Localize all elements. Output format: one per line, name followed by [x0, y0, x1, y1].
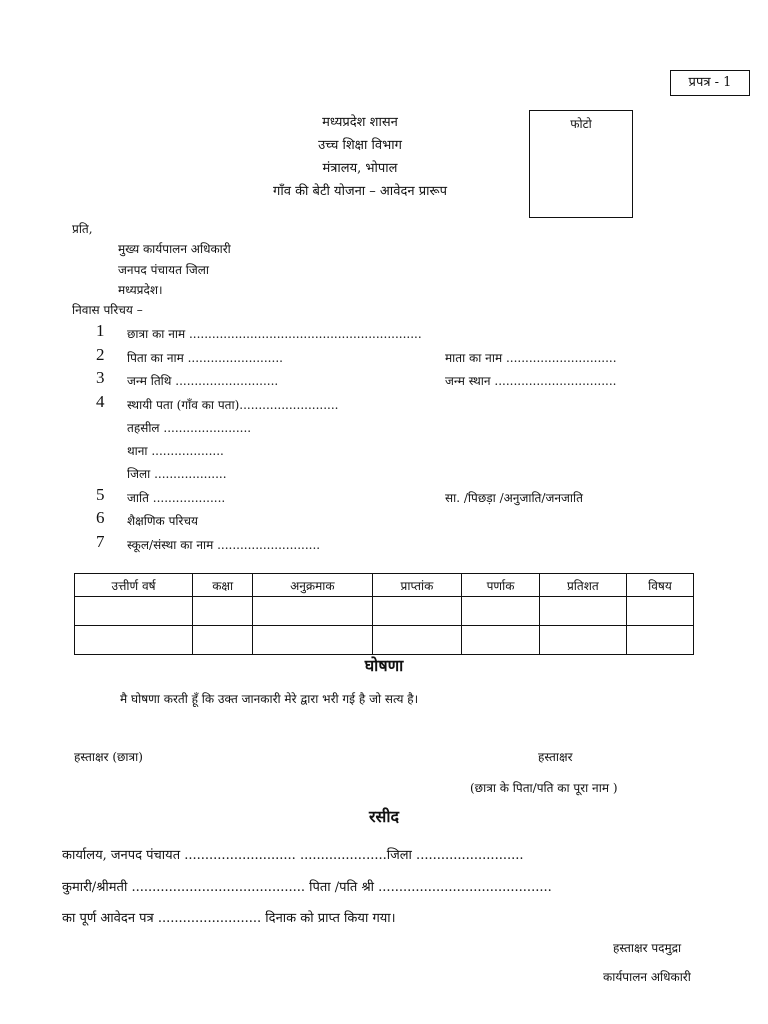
- table-cell: [372, 597, 462, 626]
- education-table: [74, 573, 694, 655]
- receipt-officer-label: कार्यपालन अधिकारी: [603, 970, 691, 984]
- table-cell: [253, 626, 372, 655]
- declaration-title: घोषणा: [364, 656, 404, 675]
- table-header: कक्षा: [193, 574, 253, 597]
- to-line-3: मध्यप्रदेश।: [118, 283, 163, 297]
- table-cell: [253, 597, 372, 626]
- caste-category-options: सा. /पिछड़ा /अनुजाति/जनजाति: [445, 491, 583, 505]
- header-line-3: मंत्रालय, भोपाल: [322, 161, 398, 176]
- birth-place-field: जन्म स्थान ................................: [445, 374, 617, 388]
- receipt-signature-seal: हस्ताक्षर पदमुद्रा: [613, 941, 682, 955]
- table-cell: [75, 626, 193, 655]
- birth-date-field: जन्म तिथि ...........................: [127, 374, 279, 388]
- declaration-text: मै घोषणा करती हूँ कि उक्त जानकारी मेरे द्वारा भरी गई है जो सत्य है।: [120, 692, 419, 706]
- photo-label: फोटो: [570, 117, 592, 131]
- to-line-2: जनपद पंचायत जिला: [118, 263, 209, 277]
- header-line-1: मध्यप्रदेश शासन: [322, 115, 398, 130]
- item-number-3: 3: [96, 368, 105, 387]
- table-header: उत्तीर्ण वर्ष: [75, 574, 193, 597]
- father-signature-label: हस्ताक्षर: [538, 750, 573, 764]
- table-row: [75, 626, 694, 655]
- student-signature-label: हस्ताक्षर (छात्रा): [74, 750, 143, 764]
- receipt-office-line: कार्यालय, जनपद पंचायत ........................... .....................जिला ..........................: [62, 848, 524, 863]
- item-number-1: 1: [96, 321, 105, 340]
- header-line-2: उच्च शिक्षा विभाग: [318, 138, 402, 153]
- table-header: पर्णाक: [462, 574, 539, 597]
- item-number-4: 4: [96, 392, 105, 411]
- item-number-5: 5: [96, 485, 105, 504]
- father-full-name-label: (छात्रा के पिता/पति का पूरा नाम ): [470, 781, 618, 795]
- table-header: प्रतिशत: [539, 574, 626, 597]
- table-header: विषय: [626, 574, 693, 597]
- table-cell: [462, 626, 539, 655]
- table-cell: [539, 626, 626, 655]
- table-cell: [75, 597, 193, 626]
- table-header-row: [75, 574, 694, 597]
- to-label: प्रति,: [72, 222, 93, 236]
- table-cell: [626, 626, 693, 655]
- district-field: जिला ...................: [127, 467, 227, 481]
- student-name-field: छात्रा का नाम .............................................................: [127, 327, 422, 341]
- header-line-4: गाँव की बेटी योजना – आवेदन प्रारूप: [273, 184, 447, 199]
- education-title: शैक्षणिक परिचय: [127, 514, 198, 528]
- thana-field: थाना ...................: [127, 444, 224, 458]
- item-number-7: 7: [96, 532, 105, 551]
- residence-title: निवास परिचय –: [72, 303, 143, 317]
- item-number-2: 2: [96, 345, 105, 364]
- school-name-field: स्कूल/संस्था का नाम ...........................: [127, 538, 321, 552]
- table-cell: [193, 597, 253, 626]
- receipt-title: रसीद: [368, 807, 399, 826]
- table-row: [75, 597, 694, 626]
- item-number-6: 6: [96, 508, 105, 527]
- table-cell: [193, 626, 253, 655]
- permanent-address-field: स्थायी पता (गाँव का पता)..........................: [127, 398, 339, 412]
- photo-box: [529, 110, 633, 218]
- form-number-badge: प्रपत्र - 1: [670, 70, 750, 96]
- table-header: अनुक्रमाक: [253, 574, 372, 597]
- table-cell: [539, 597, 626, 626]
- table-header: प्राप्तांक: [372, 574, 462, 597]
- father-name-field: पिता का नाम .........................: [127, 351, 283, 365]
- caste-field: जाति ...................: [127, 491, 226, 505]
- receipt-received-line: का पूर्ण आवेदन पत्र ......................... दिनाक को प्राप्त किया गया।: [62, 911, 396, 926]
- table-cell: [372, 626, 462, 655]
- receipt-applicant-line: कुमारी/श्रीमती .......................................... पिता /पति श्री ..........................................: [62, 880, 552, 895]
- tehsil-field: तहसील .......................: [127, 421, 252, 435]
- table-cell: [626, 597, 693, 626]
- table-cell: [462, 597, 539, 626]
- mother-name-field: माता का नाम .............................: [445, 351, 617, 365]
- to-line-1: मुख्य कार्यपालन अधिकारी: [118, 242, 231, 256]
